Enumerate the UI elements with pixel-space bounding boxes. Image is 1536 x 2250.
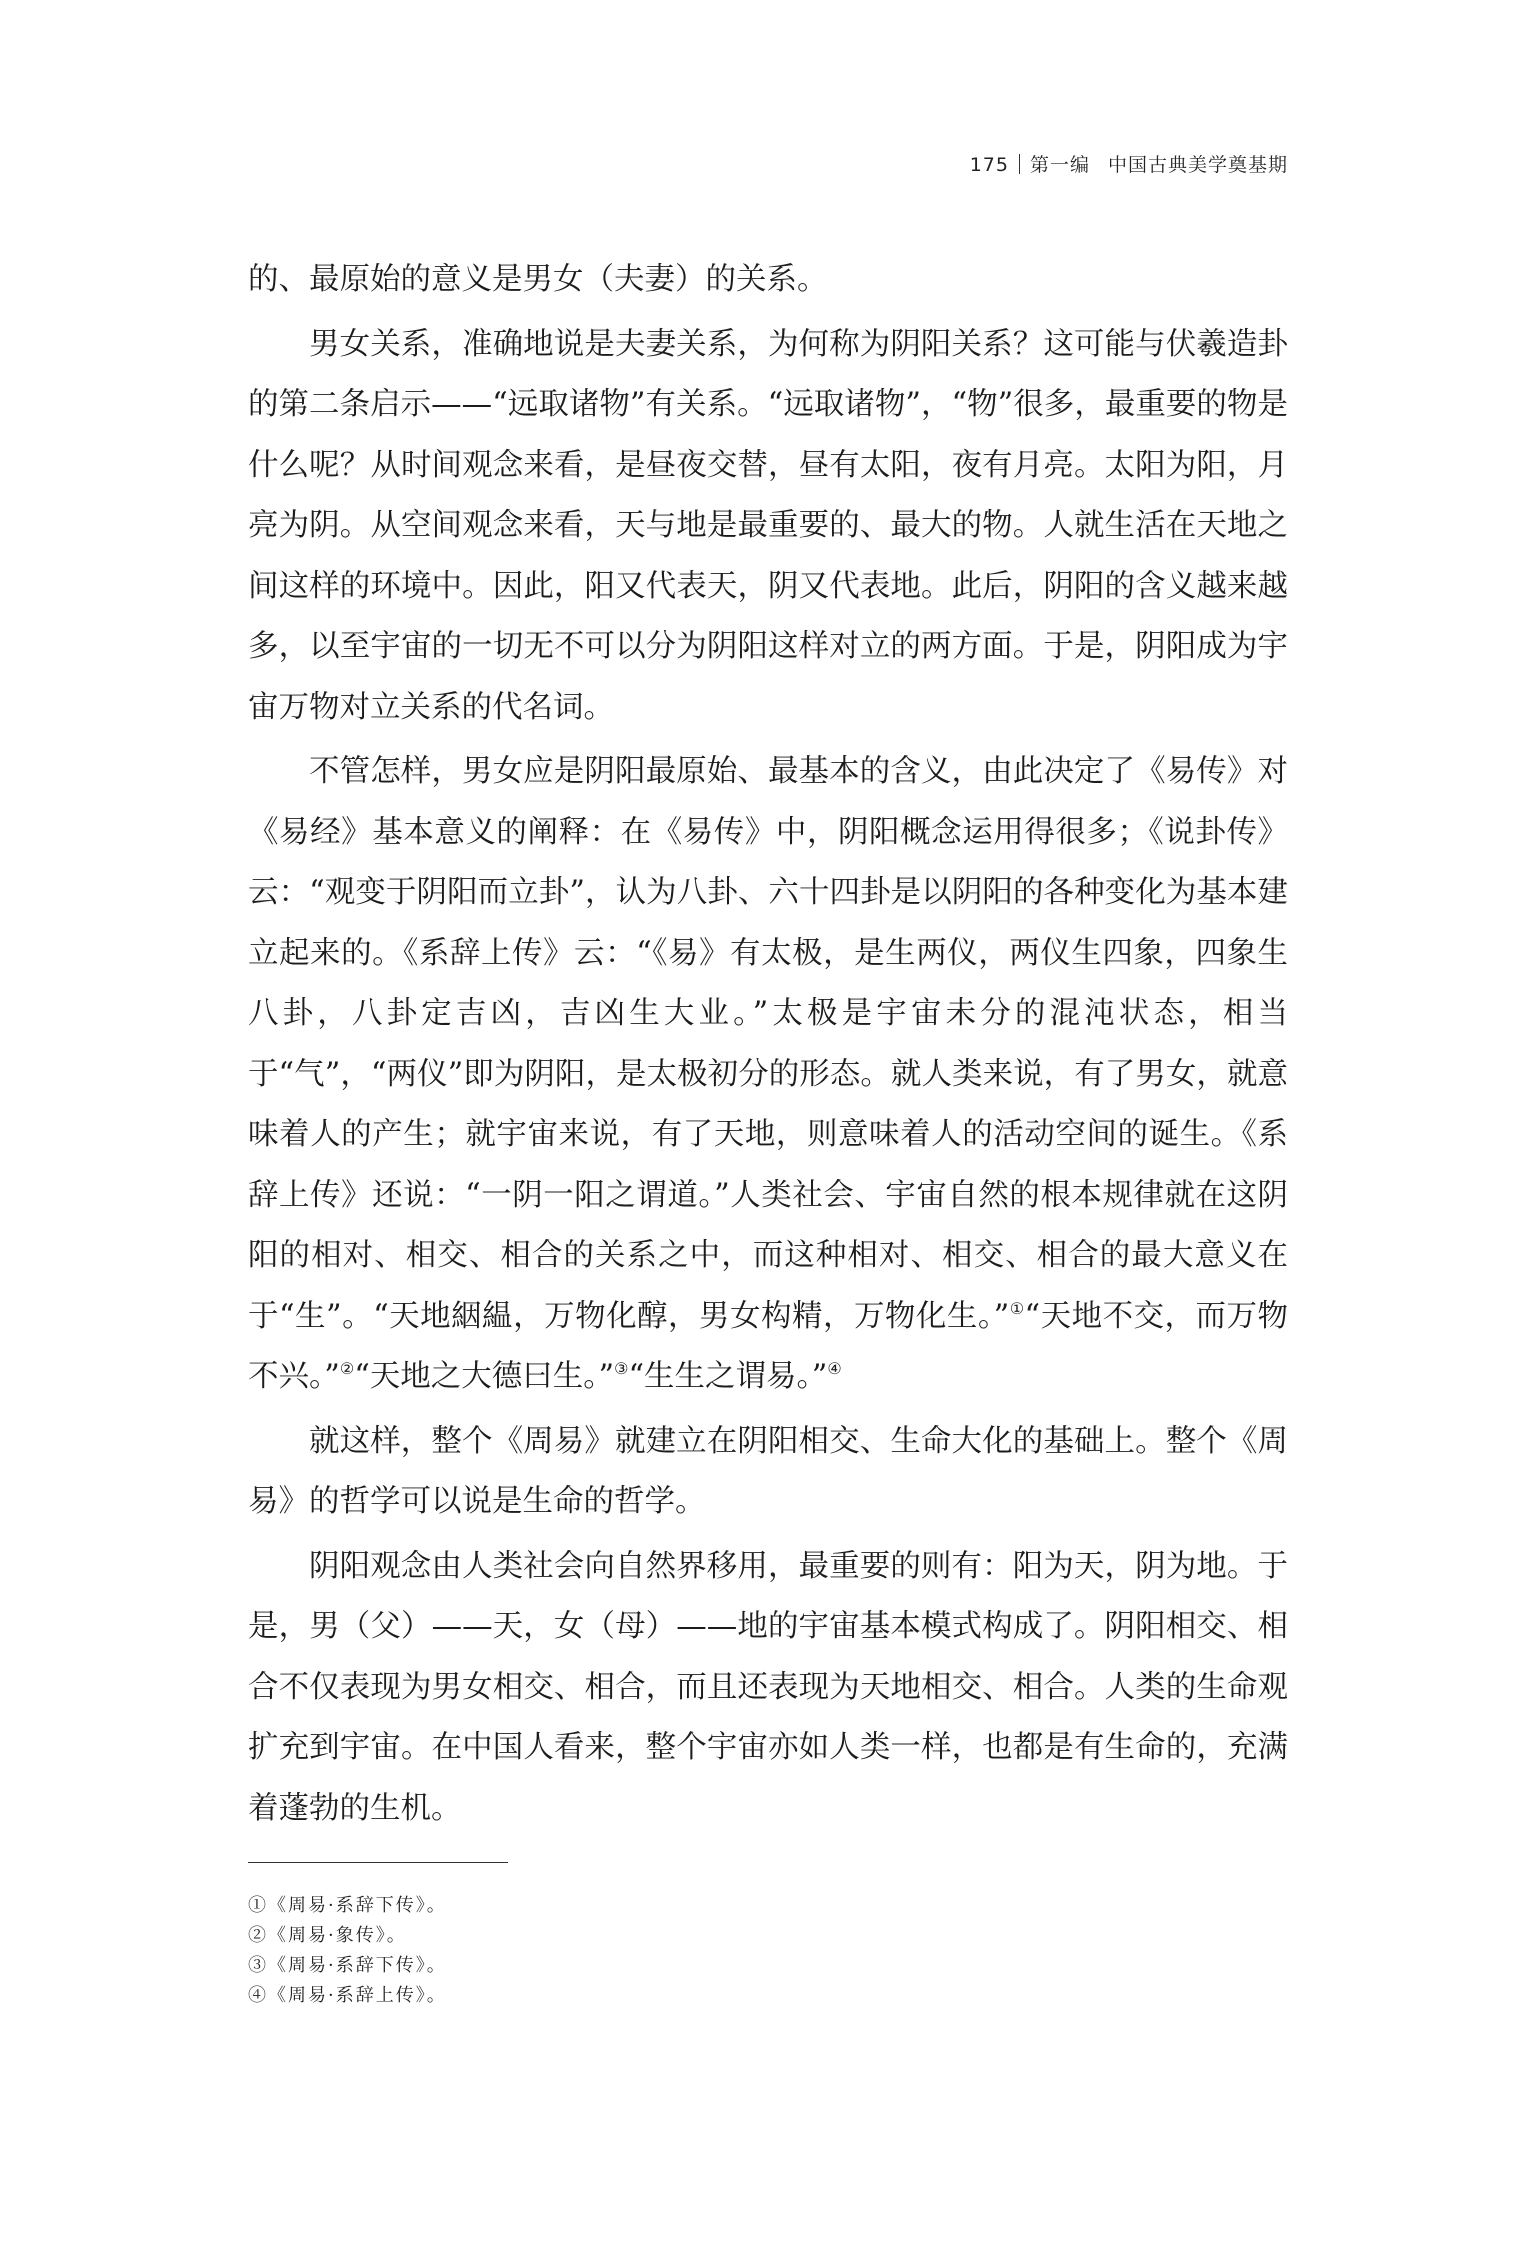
footnote-text: 《周易·系辞下传》。 (268, 1895, 447, 1916)
footnote-mark: ② (248, 1925, 268, 1946)
paragraph-1: 的、最原始的意义是男女（夫妻）的关系。 (248, 262, 828, 297)
paragraph-3-text-4: “生生之谓易。” (628, 1359, 828, 1394)
footnote-text: 《周易·系辞下传》。 (268, 1955, 447, 1976)
footnote-2 (248, 1921, 447, 1951)
footnote-text: 《周易·系辞上传》。 (268, 1985, 447, 2006)
paragraph-3-text-3: “天地之大德曰生。” (354, 1359, 615, 1394)
body-text (248, 250, 1288, 1843)
header-divider (1019, 154, 1020, 174)
footnote-ref-3[interactable]: ③ (614, 1359, 629, 1378)
footnote-ref-4[interactable]: ④ (827, 1359, 842, 1378)
chapter-title: 中国古典美学奠基期 (1107, 154, 1288, 176)
paragraph-3-text-1: 不管怎样，男女应是阴阳最原始、最基本的含义，由此决定了《易传》对《易经》基本意义的阐释：在《易传》中，阴阳概念运用得很多；《说卦传》云：“观变于阴阳而立卦”，认为八卦、六十四卦是以阴阳的各种变化为基本建立起来的。《系辞上传》云：“《易》有太极，是生两仪，两仪生四象，四象生八卦，八卦定吉凶，吉凶生大业。”太极是宇宙未分的混沌状态，相当于“气”，“两仪”即为阴阳，是太极初分的形态。就人类来说，有了男女，就意味着人的产生；就宇宙来说，有了天地，则意味着人的活动空间的诞生。《系辞上传》还说：“一阴一阳之谓道。”人类社会、宇宙自然的根本规律就在这阴阳的相对、相交、相合的关系之中，而这种相对、相交、相合的最大意义在于“生”。“天地絪緼，万物化醇，男女构精，万物化生。” (248, 754, 1288, 1334)
paragraph-3-text-2: “天地不交，而万物不兴。” (248, 1298, 1288, 1394)
part-label: 第一编 (1029, 154, 1090, 176)
running-header (970, 150, 1288, 177)
footnote-text: 《周易·象传》。 (268, 1925, 407, 1946)
paragraph-3 (248, 742, 1288, 1408)
footnote-divider (248, 1862, 508, 1863)
footnote-ref-2[interactable]: ② (339, 1359, 355, 1378)
footnote-4 (248, 1981, 447, 2011)
page-number: 175 (969, 154, 1009, 176)
footnote-1 (248, 1891, 447, 1921)
footnotes (248, 1891, 447, 2011)
paragraph-5: 阴阳观念由人类社会向自然界移用，最重要的则有：阳为天，阴为地。于是，男（父）——天，女（母）——地的宇宙基本模式构成了。阴阳相交、相合不仅表现为男女相交、相合，而且还表现为天地相交、相合。人类的生命观扩充到宇宙。在中国人看来，整个宇宙亦如人类一样，也都是有生命的，充满着蓬勃的生机。 (248, 1548, 1288, 1826)
footnote-mark: ④ (248, 1985, 268, 2006)
paragraph-4: 就这样，整个《周易》就建立在阴阳相交、生命大化的基础上。整个《周易》的哲学可以说是生命的哲学。 (248, 1423, 1288, 1519)
footnote-ref-1[interactable]: ① (1009, 1298, 1025, 1318)
footnote-mark: ③ (248, 1955, 268, 1976)
footnote-mark: ① (248, 1895, 268, 1916)
paragraph-2: 男女关系，准确地说是夫妻关系，为何称为阴阳关系？这可能与伏羲造卦的第二条启示——“远取诸物”有关系。“远取诸物”，“物”很多，最重要的物是什么呢？从时间观念来看，是昼夜交替，昼有太阳，夜有月亮。太阳为阳，月亮为阴。从空间观念来看，天与地是最重要的、最大的物。人就生活在天地之间这样的环境中。因此，阳又代表天，阴又代表地。此后，阴阳的含义越来越多，以至宇宙的一切无不可以分为阴阳这样对立的两方面。于是，阴阳成为宇宙万物对立关系的代名词。 (248, 326, 1288, 725)
footnote-3 (248, 1951, 447, 1981)
